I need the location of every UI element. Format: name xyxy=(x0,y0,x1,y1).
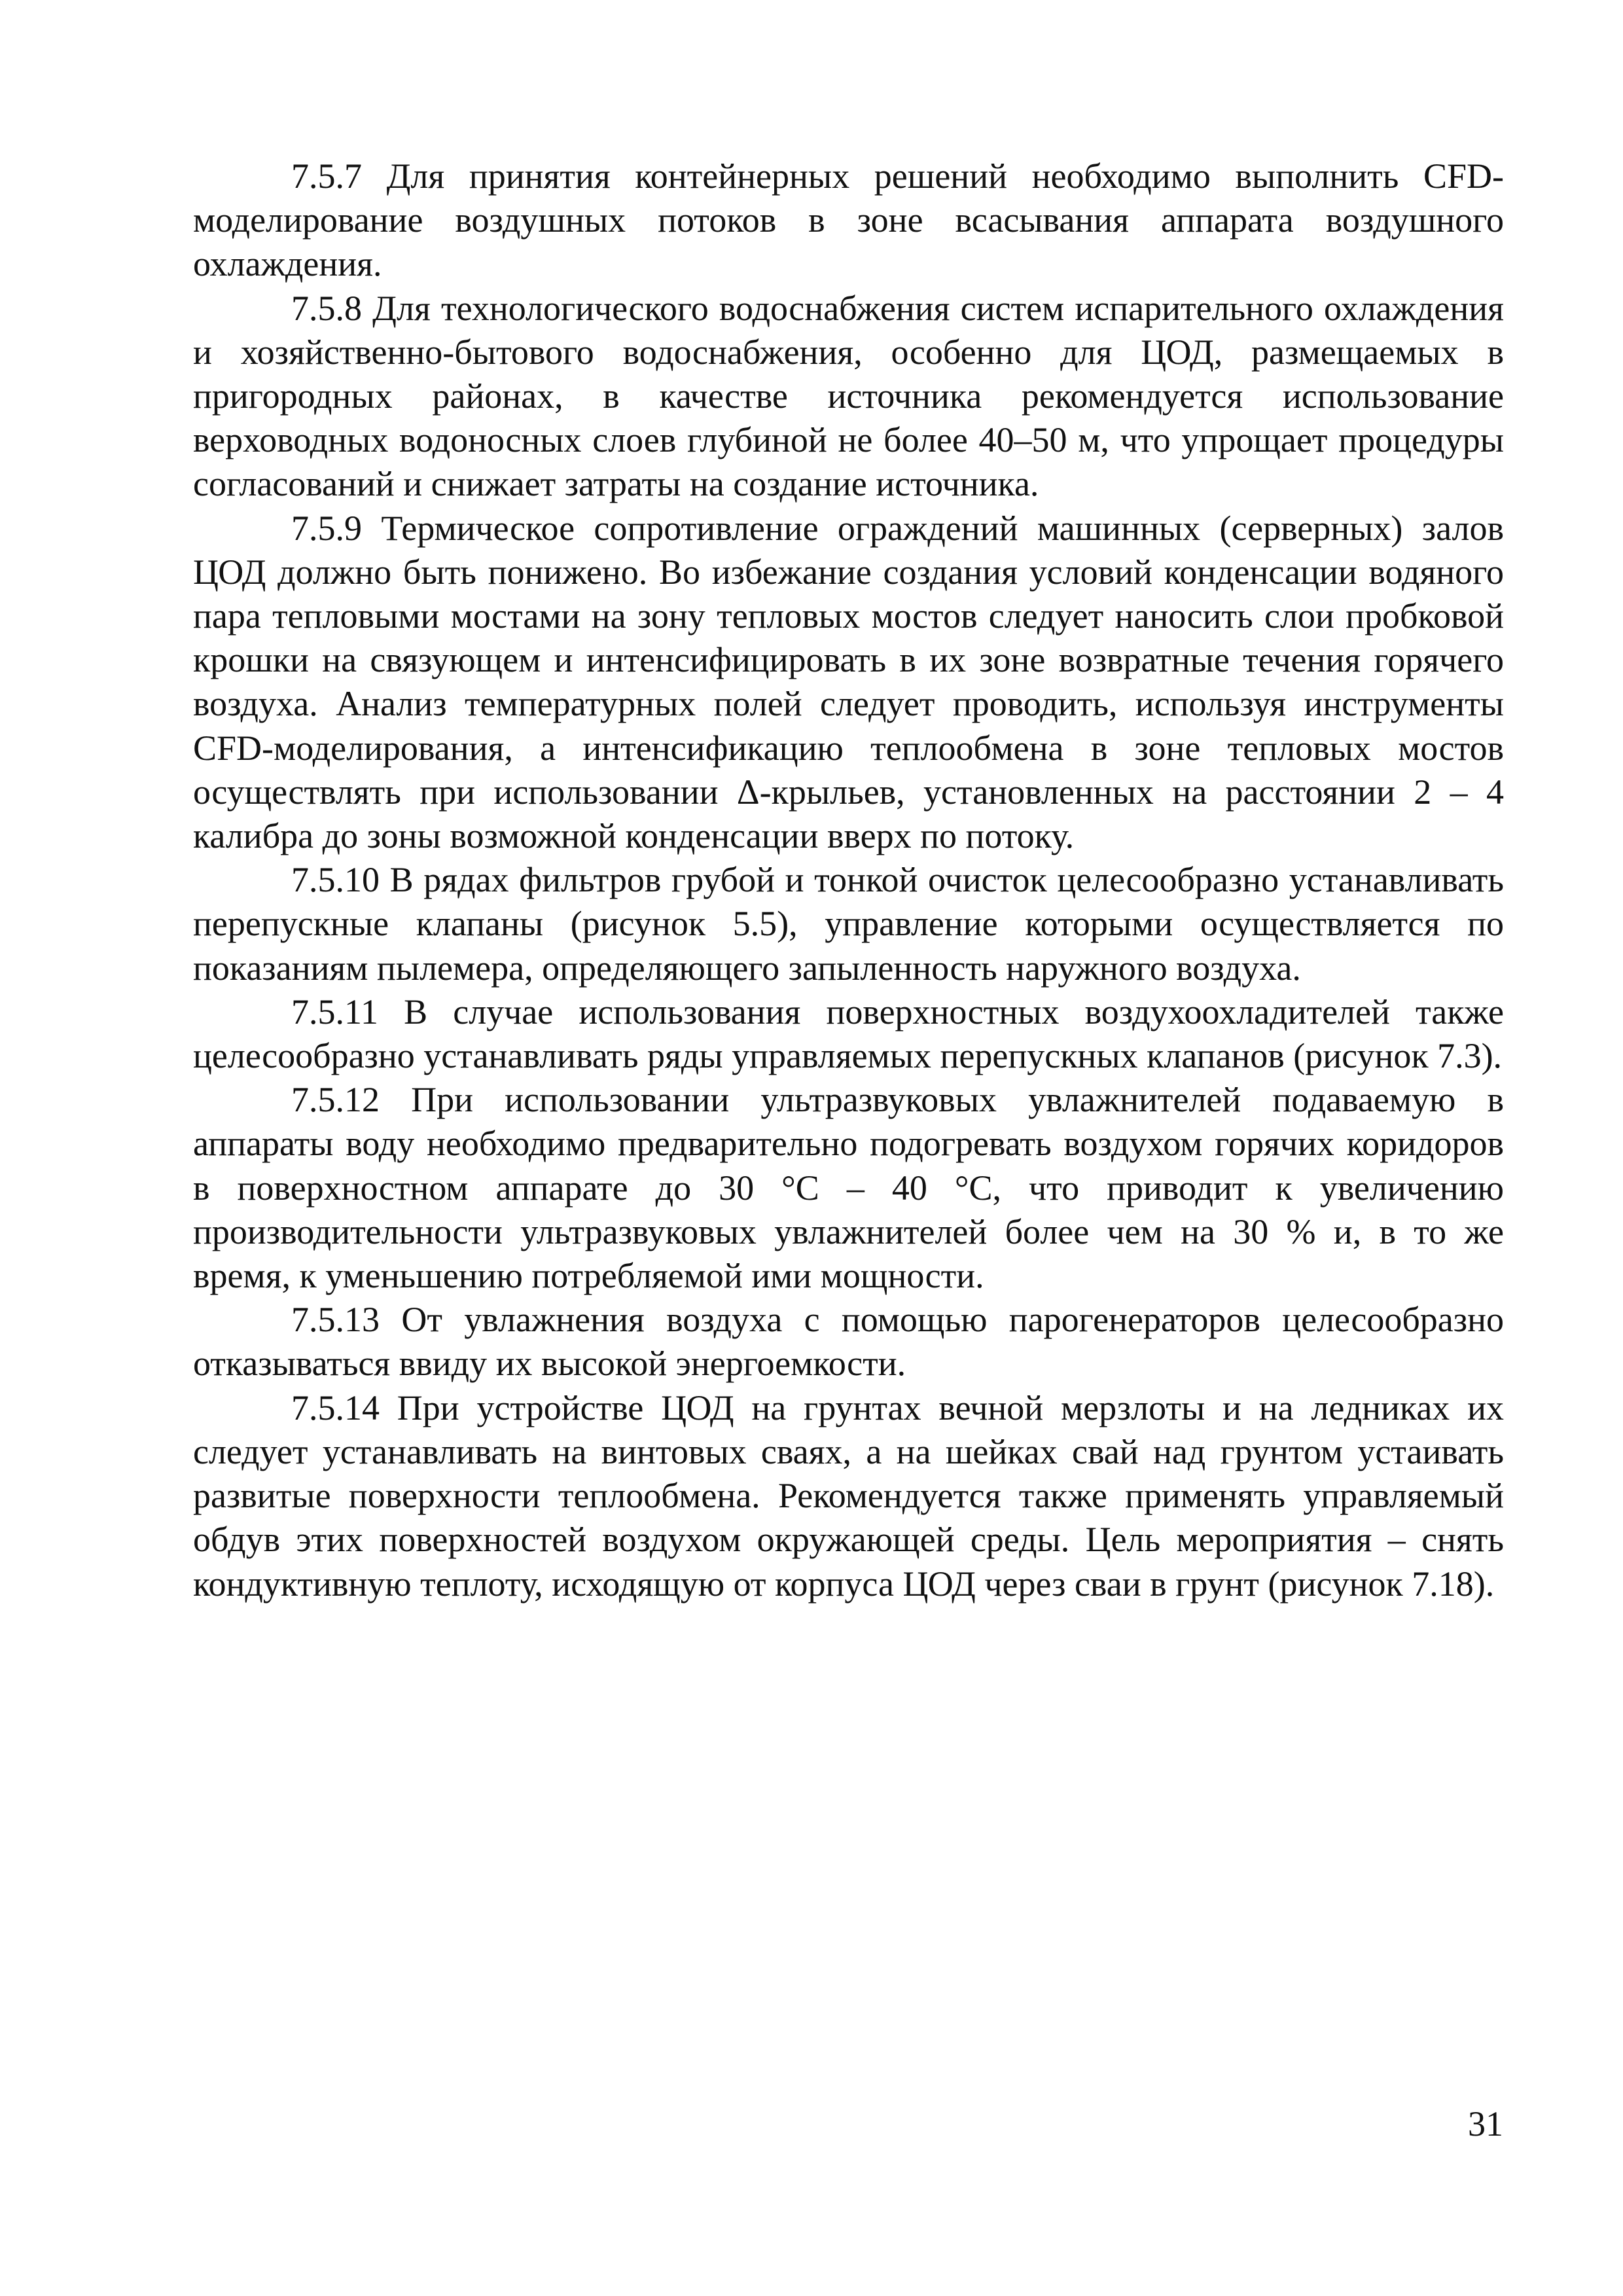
page-number: 31 xyxy=(1468,2104,1503,2144)
paragraph-7-5-8: 7.5.8 Для технологического водоснабжения систем испарительного охлаждения и хозяйственно-бытового водоснабжения, особенно для ЦОД, размещаемых в пригородных районах, в качестве источника рекомендуется использование верховодных водоносных слоев глубиной не более 40–50 м, что упрощает процедуры согласований и снижает затраты на создание источника. xyxy=(193,288,1504,504)
paragraph-7-5-10: 7.5.10 В рядах фильтров грубой и тонкой очисток целесообразно устанавливать перепускные клапаны (рисунок 5.5), управление которыми осуществляется по показаниям пылемера, определяющего запыленность наружного воздуха. xyxy=(193,860,1504,988)
paragraph-7-5-13: 7.5.13 От увлажнения воздуха с помощью парогенераторов целесообразно отказываться ввиду их высокой энергоемкости. xyxy=(193,1300,1504,1384)
document-body xyxy=(193,154,1504,1606)
paragraph-7-5-11: 7.5.11 В случае использования поверхностных воздухоохладителей также целесообразно устанавливать ряды управляемых перепускных клапанов (рисунок 7.3). xyxy=(193,992,1504,1076)
paragraph-7-5-9: 7.5.9 Термическое сопротивление ограждений машинных (серверных) залов ЦОД должно быть понижено. Во избежание создания условий конденсации водяного пара тепловыми мостами на зону тепловых мостов следует наносить слои пробковой крошки на связующем и интенсифицировать в их зоне возвратные течения горячего воздуха. Анализ температурных полей следует проводить, используя инструменты CFD-моделирования, а интенсификацию теплообмена в зоне тепловых мостов осуществлять при использовании Δ-крыльев, установленных на расстоянии 2 – 4 калибра до зоны возможной конденсации вверх по потоку. xyxy=(193,508,1504,856)
paragraph-7-5-12: 7.5.12 При использовании ультразвуковых увлажнителей подаваемую в аппараты воду необходимо предварительно подогревать воздухом горячих коридоров в поверхностном аппарате до 30 °С – 40 °С, что приводит к увеличению производительности ультразвуковых увлажнителей более чем на 30 % и, в то же время, к уменьшению потребляемой ими мощности. xyxy=(193,1080,1504,1296)
paragraph-7-5-7: 7.5.7 Для принятия контейнерных решений необходимо выполнить CFD-моделирование воздушных потоков в зоне всасывания аппарата воздушного охлаждения. xyxy=(193,156,1504,284)
paragraph-7-5-14: 7.5.14 При устройстве ЦОД на грунтах вечной мерзлоты и на ледниках их следует устанавливать на винтовых сваях, а на шейках свай над грунтом устаивать развитые поверхности теплообмена. Рекомендуется также применять управляемый обдув этих поверхностей воздухом окружающей среды. Цель мероприятия – снять кондуктивную теплоту, исходящую от корпуса ЦОД через сваи в грунт (рисунок 7.18). xyxy=(193,1388,1504,1604)
